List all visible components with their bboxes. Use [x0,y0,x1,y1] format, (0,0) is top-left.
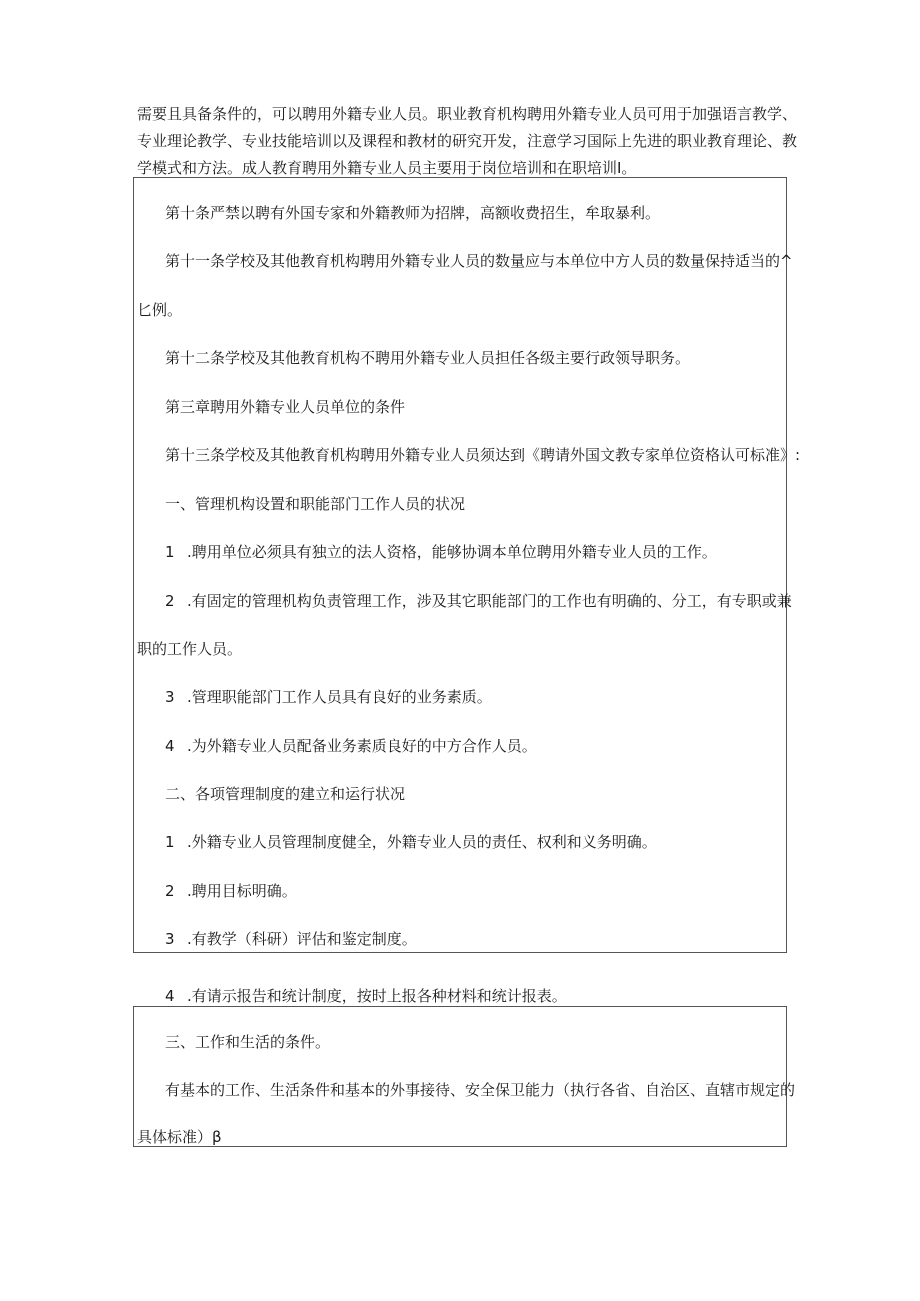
section-1-item-3 [165,686,492,708]
conditions-line-2: 具体标准）β [137,1128,222,1146]
article-11-line-2: 匕例。 [137,301,183,319]
item-text: .为外籍专业人员配备业务素质良好的中方合作人员。 [187,737,537,755]
article-13: 第十三条学校及其他教育机构聘用外籍专业人员须达到《聘请外国文教专家单位资格认可标准》: [165,446,801,464]
item-text: .有请示报告和统计制度，按时上报各种材料和统计报表。 [187,987,567,1005]
item-text: .外籍专业人员管理制度健全，外籍专业人员的责任、权利和义务明确。 [187,833,657,851]
section-3-heading: 三、工作和生活的条件。 [165,1033,331,1051]
item-text: .管理职能部门工作人员具有良好的业务素质。 [187,688,492,706]
section-1-item-2-line-2: 职的工作人员。 [137,640,243,658]
item-number: 1 [165,833,175,851]
item-number: 4 [165,987,175,1005]
section-2-heading: 二、各项管理制度的建立和运行状况 [165,785,406,803]
section-2-item-4 [165,985,567,1007]
item-text: .有教学（科研）评估和鉴定制度。 [187,930,417,948]
item-text: .聘用目标明确。 [187,882,297,900]
item-number: 3 [165,930,175,948]
intro-line-3: 学模式和方法。成人教育聘用外籍专业人员主要用于岗位培训和在职培训I。 [137,159,637,177]
section-1-item-2-line-1 [165,590,792,612]
section-2-item-2 [165,880,297,902]
item-text: .有固定的管理机构负责管理工作，涉及其它职能部门的工作也有明确的、分工，有专职或兼 [187,592,792,610]
section-2-item-1 [165,831,657,853]
item-number: 2 [165,592,175,610]
conditions-line-1: 有基本的工作、生活条件和基本的外事接待、安全保卫能力（执行各省、自治区、直辖市规定的 [165,1081,796,1099]
section-1-heading: 一、管理机构设置和职能部门工作人员的状况 [165,495,466,513]
item-text: .聘用单位必须具有独立的法人资格，能够协调本单位聘用外籍专业人员的工作。 [187,543,717,561]
section-1-item-1 [165,541,717,563]
article-12: 第十二条学校及其他教育机构不聘用外籍专业人员担任各级主要行政领导职务。 [165,349,691,367]
item-number: 2 [165,882,175,900]
section-1-item-4 [165,735,537,757]
article-11-line-1: 第十一条学校及其他教育机构聘用外籍专业人员的数量应与本单位中方人员的数量保持适当的^ [165,252,793,270]
item-number: 3 [165,688,175,706]
intro-line-1: 需要且具备条件的，可以聘用外籍专业人员。职业教育机构聘用外籍专业人员可用于加强语言教学、 [137,105,798,123]
article-10: 第十条严禁以聘有外国专家和外籍教师为招牌，高额收费招生，牟取暴利。 [165,204,661,222]
section-2-item-3 [165,928,417,950]
item-number: 4 [165,737,175,755]
chapter-3-heading: 第三章聘用外籍专业人员单位的条件 [165,398,406,416]
article-box-2 [133,1006,787,1147]
intro-line-2: 专业理论教学、专业技能培训以及课程和教材的研究开发，注意学习国际上先进的职业教育理论、教 [137,132,798,150]
item-number: 1 [165,543,175,561]
